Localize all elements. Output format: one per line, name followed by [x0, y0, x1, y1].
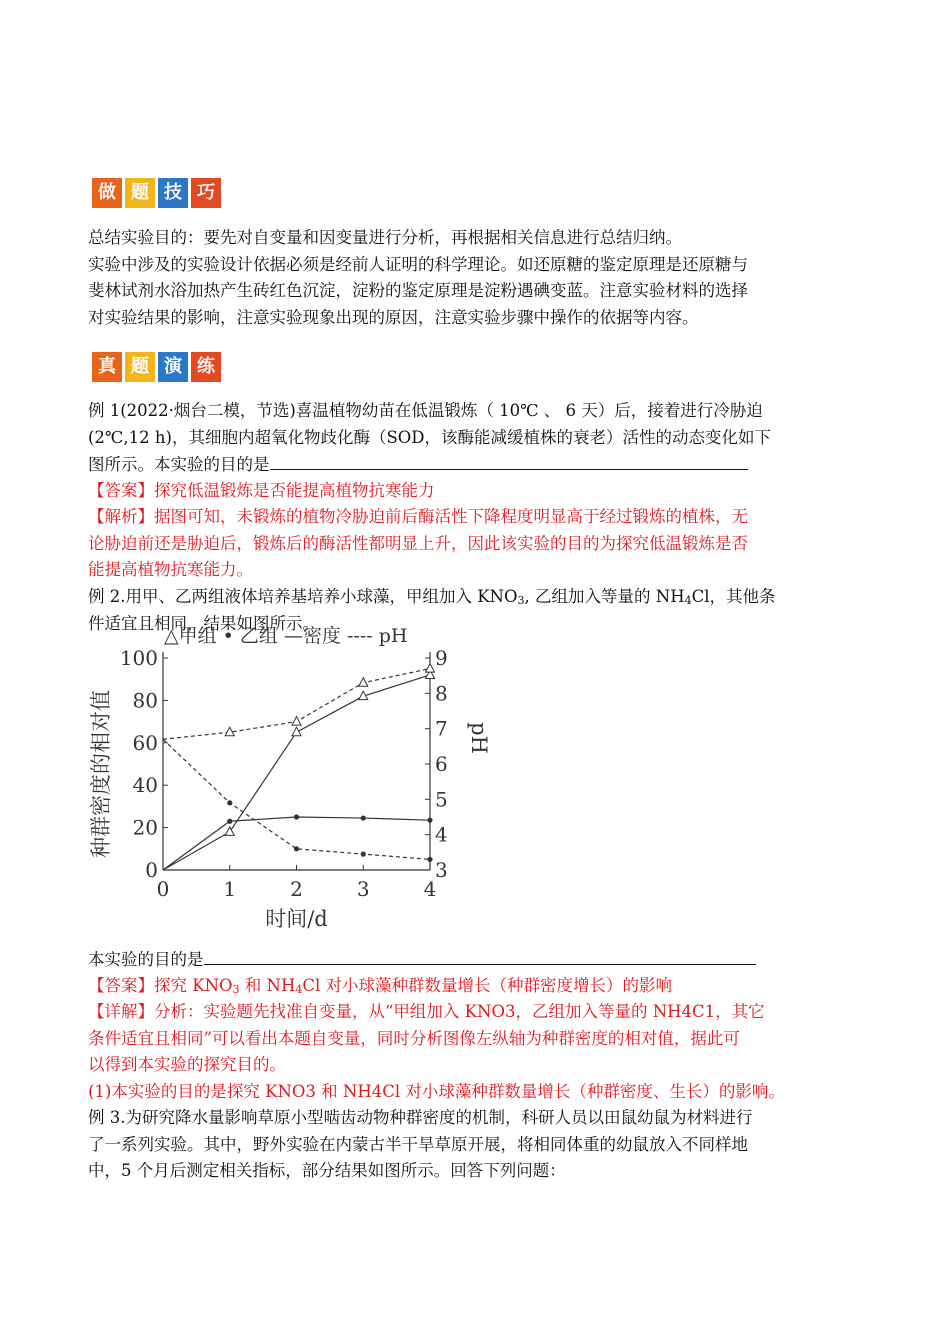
x-axis-label: 时间/d — [265, 907, 328, 931]
ex1-analysis-line: 【解析】据图可知，未锻炼的植物冷胁迫前后酶活性下降程度明显高于经过锻炼的植株，无 — [88, 507, 748, 526]
data-point — [292, 727, 301, 736]
left-tick-label: 80 — [132, 688, 158, 713]
answer-blank — [270, 451, 748, 470]
chart-legend: △甲组 • 乙组 —密度 ---- pH — [164, 625, 408, 647]
right-tick-label: 7 — [435, 716, 448, 741]
data-point — [361, 815, 366, 820]
example-2-answers — [88, 946, 864, 1185]
right-axis-label: pH — [467, 722, 491, 754]
ex2-line: 例 2.用甲、乙两组液体培养基培养小球藻，甲组加入 $KNO_3$, 乙组加入等量的 $NH_4Cl$，其他条 — [88, 587, 776, 607]
ex1-line: 例 1(2022·烟台二模，节选)喜温植物幼苗在低温锻炼（ 10℃ 、 6 天）后，接着进行冷胁迫 — [88, 401, 763, 420]
ex2-answer: 【答案】探究 $KNO_3$ 和 $NH_4Cl$ 对小球藻种群数量增长（种群密度增长）的影响 — [88, 975, 673, 996]
ex2-detail-line: 【详解】分析：实验题先找准自变量，从“甲组加入 KNO3，乙组加入等量的 NH4C1，其它 — [88, 1002, 765, 1021]
density-ph-chart — [80, 616, 491, 936]
ex3-line: 例 3.为研究降水量影响草原小型啮齿动物种群密度的机制，科研人员以田鼠幼鼠为材料进行 — [88, 1108, 753, 1127]
left-tick-label: 20 — [132, 815, 158, 840]
left-axis-label: 种群密度的相对值 — [89, 690, 113, 858]
data-point — [359, 678, 368, 687]
ex1-analysis-line: 论胁迫前还是胁迫后，锻炼后的酶活性都明显上升，因此该实验的目的为探究低温锻炼是否 — [88, 533, 748, 553]
ex1-analysis-line: 能提高植物抗寒能力。 — [88, 560, 253, 579]
tips-text — [88, 225, 864, 331]
banner-char: 题 — [125, 178, 155, 208]
tips-line: 总结实验目的：要先对自变量和因变量进行分析，再根据相关信息进行总结归纳。 — [88, 228, 682, 247]
tips-banner — [92, 178, 221, 208]
data-point — [292, 717, 301, 726]
ex3-line: 了一系列实验。其中，野外实验在内蒙古半干旱草原开展，将相同体重的幼鼠放入不同样地 — [88, 1134, 748, 1154]
data-point — [227, 800, 232, 805]
right-tick-label: 9 — [435, 646, 448, 670]
example-1 — [88, 398, 864, 584]
ex2-detail-line: 条件适宜且相同”可以看出本题自变量，同时分析图像左纵轴为种群密度的相对值，据此可 — [88, 1028, 740, 1048]
tips-line: 对实验结果的影响，注意实验现象出现的原因，注意实验步骤中操作的依据等内容。 — [88, 307, 699, 327]
right-tick-label: 5 — [435, 787, 448, 812]
banner-char: 技 — [158, 178, 188, 208]
right-tick-label: 3 — [435, 858, 448, 882]
practice-banner — [92, 352, 221, 382]
x-tick-label: 1 — [223, 877, 237, 901]
left-tick-label: 40 — [132, 773, 158, 798]
data-point — [294, 814, 299, 819]
banner-char: 巧 — [191, 178, 221, 208]
x-tick-label: 3 — [356, 877, 370, 901]
data-point — [361, 852, 366, 857]
left-tick-label: 0 — [145, 858, 158, 882]
right-tick-label: 6 — [435, 752, 448, 776]
banner-char: 做 — [92, 178, 122, 208]
ex3-line: 中，5 个月后测定相关指标，部分结果如图所示。回答下列问题： — [88, 1161, 566, 1180]
x-tick-label: 4 — [423, 877, 437, 901]
tips-line: 斐林试剂水浴加热产生砖红色沉淀，淀粉的鉴定原理是淀粉遇碘变蓝。注意实验材料的选择 — [88, 281, 748, 300]
right-tick-label: 8 — [435, 681, 448, 706]
ex1-answer: 【答案】探究低温锻炼是否能提高植物抗寒能力 — [88, 480, 435, 500]
left-tick-label: 60 — [132, 730, 158, 755]
ex2-line: 件适宜且相同，结果如图所示。 — [88, 613, 319, 633]
banner-char: 演 — [158, 352, 188, 382]
series-line — [163, 817, 430, 870]
banner-char: 真 — [92, 352, 122, 382]
ex2-question: 本实验的目的是 — [88, 946, 864, 973]
data-point — [426, 664, 435, 673]
tips-line: 实验中涉及的实验设计依据必须是经前人证明的科学理论。如还原糖的鉴定原理是还原糖与 — [88, 254, 748, 274]
banner-char: 题 — [125, 352, 155, 382]
data-point — [427, 818, 432, 823]
x-tick-label: 2 — [290, 877, 303, 901]
data-point — [227, 819, 232, 824]
right-tick-label: 4 — [435, 822, 448, 847]
banner-char: 练 — [191, 352, 221, 382]
x-tick-label: 0 — [156, 877, 170, 901]
answer-blank — [204, 946, 756, 965]
data-point — [427, 857, 432, 862]
ex1-line: (2℃,12 h)，其细胞内超氧化物歧化酶（SOD，该酶能减缓植株的衰老）活性的动态变化如下 — [88, 427, 772, 447]
ex1-question: 图所示。本实验的目的是 — [88, 451, 864, 478]
ex2-detail-line: 以得到本实验的探究目的。 — [88, 1055, 286, 1074]
ex2-conclusion: (1)本实验的目的是探究 KNO3 和 NH4Cl 对小球藻种群数量增长（种群密度、生长）的影响。 — [88, 1081, 785, 1101]
left-tick-label: 100 — [119, 646, 158, 670]
data-point — [294, 846, 299, 851]
